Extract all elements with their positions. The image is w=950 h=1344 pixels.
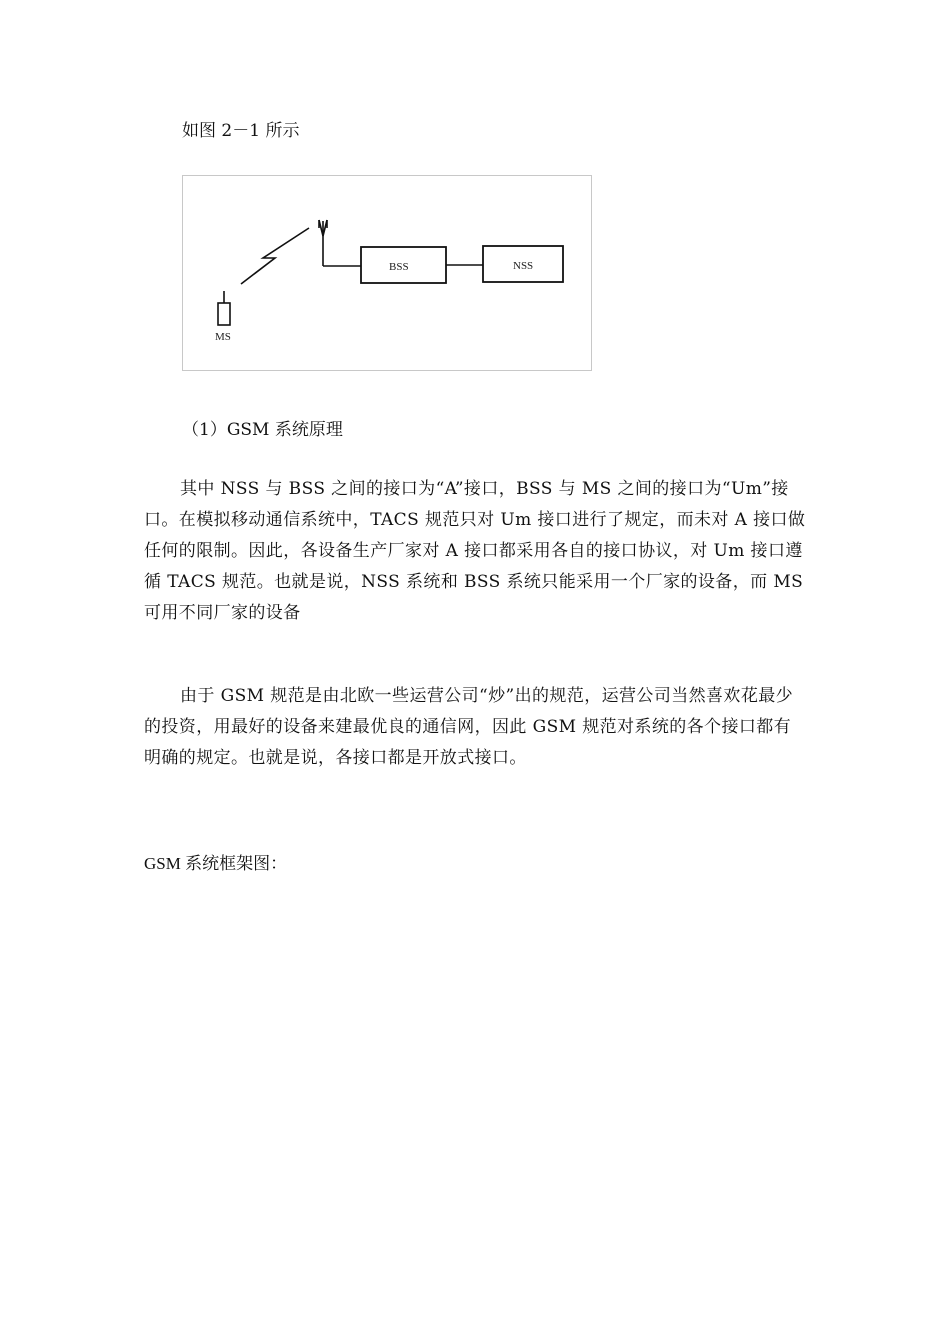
gsm-diagram-svg — [183, 176, 593, 372]
ms-label: MS — [215, 331, 231, 343]
radio-link-icon — [241, 228, 309, 284]
mobile-station-icon — [218, 291, 230, 325]
nss-label: NSS — [513, 260, 534, 272]
paragraph-open-interfaces: 由于 GSM 规范是由北欧一些运营公司“炒”出的规范，运营公司当然喜欢花最少的投资，用最好的设备来建最优良的通信网，因此 GSM 规范对系统的各个接口都有明确的规定。也就是说，各接口都是开放式接口。 — [144, 686, 794, 768]
section-title: （1）GSM 系统原理 — [182, 420, 343, 440]
antenna-icon — [319, 220, 361, 266]
paragraph-interfaces: 其中 NSS 与 BSS 之间的接口为“A”接口，BSS 与 MS 之间的接口为“Um”接口。在模拟移动通信系统中，TACS 规范只对 Um 接口进行了规定，而未对 A 接口做任何的限制。因此，各设备生产厂家对 A 接口都采用各自的接口协议，对 Um 接口遵循 TACS 规范。也就是说，NSS 系统和 BSS 系统只能采用一个厂家的设备，而 MS 可用不同厂家的设备 — [144, 479, 806, 623]
gsm-diagram — [182, 175, 592, 371]
bss-label: BSS — [389, 261, 409, 273]
figure-caption: 如图 2－1 所示 — [182, 121, 300, 141]
framework-heading: GSM 系统框架图： — [144, 854, 288, 873]
